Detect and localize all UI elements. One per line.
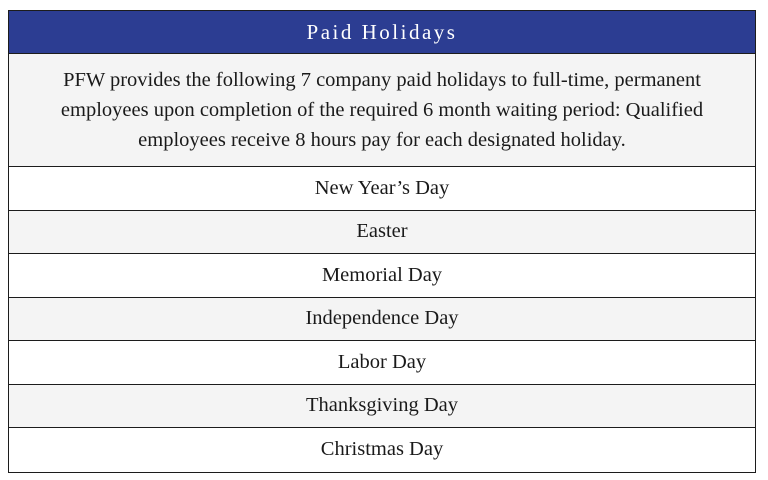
holiday-row-labor-day: Labor Day bbox=[9, 341, 755, 385]
intro-paragraph: PFW provides the following 7 company paid holidays to full-time, permanent employees upon completion of the required 6 month waiting period: Qualified employees receive 8 hours pay for each designated holiday. bbox=[9, 54, 755, 167]
holiday-row-thanksgiving-day: Thanksgiving Day bbox=[9, 385, 755, 429]
holiday-row-memorial-day: Memorial Day bbox=[9, 254, 755, 298]
holiday-row-easter: Easter bbox=[9, 211, 755, 255]
holiday-row-new-years-day: New Year’s Day bbox=[9, 167, 755, 211]
holiday-row-independence-day: Independence Day bbox=[9, 298, 755, 342]
paid-holidays-table bbox=[8, 10, 756, 473]
table-title: Paid Holidays bbox=[9, 11, 755, 54]
holiday-row-christmas-day: Christmas Day bbox=[9, 428, 755, 472]
